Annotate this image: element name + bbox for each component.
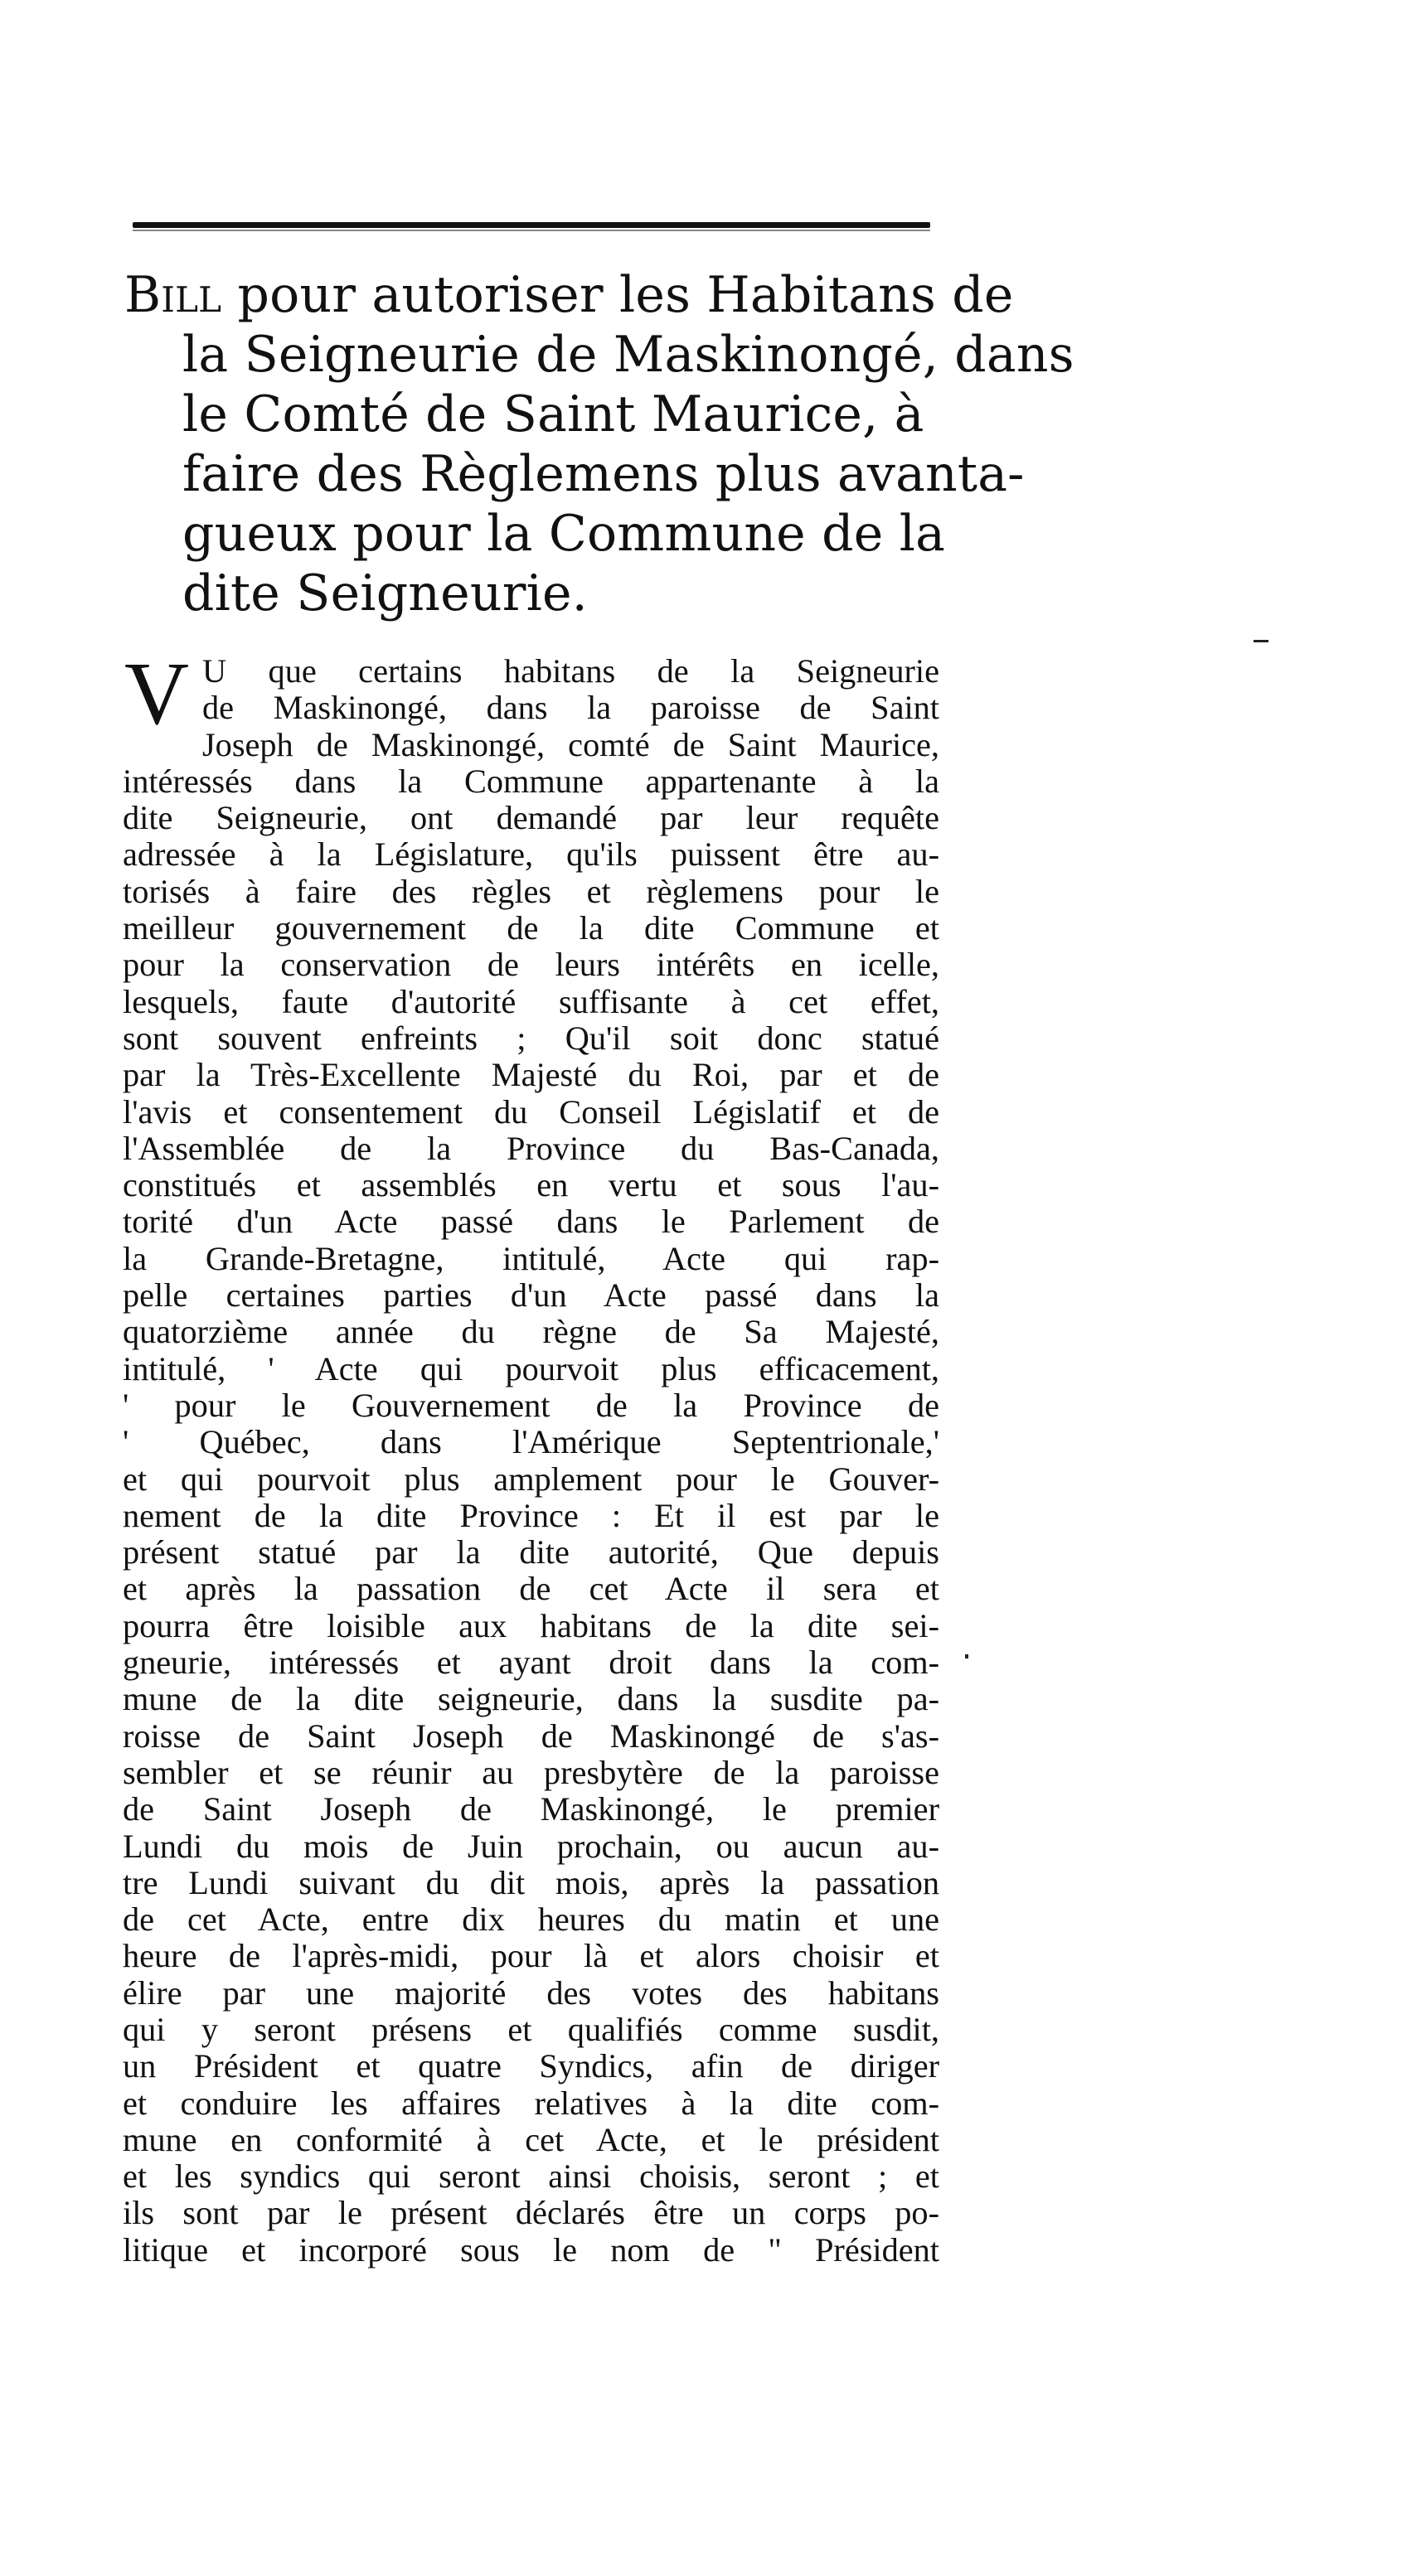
text-line: torité d'un Acte passé dans le Parlement de <box>123 1203 939 1241</box>
text-line: mune de la dite seigneurie, dans la susdite pa- <box>123 1680 939 1718</box>
text-line: et conduire les affaires relatives à la dite com- <box>123 2084 939 2122</box>
text-line: l'avis et consentement du Conseil Législatif et de <box>123 1092 939 1131</box>
text-line: l'Assemblée de la Province du Bas-Canada, <box>123 1129 939 1167</box>
text-line: meilleur gouvernement de la dite Commune et <box>123 909 939 947</box>
text-line: nement de la dite Province : Et il est par le <box>123 1496 939 1534</box>
text-line: ' Québec, dans l'Amérique Septentrionale,' <box>123 1423 939 1461</box>
text-line: de Maskinongé, dans la paroisse de Saint <box>202 689 939 727</box>
margin-mark <box>1254 640 1268 642</box>
top-rule <box>133 222 930 228</box>
text-line: intitulé, ' Acte qui pourvoit plus efficacement, <box>123 1349 939 1387</box>
text-line: adressée à la Législature, qu'ils puissent être au- <box>123 835 939 874</box>
text-line: pelle certaines parties d'un Acte passé dans la <box>123 1276 939 1315</box>
text-line: quatorzième année du règne de Sa Majesté, <box>123 1313 939 1351</box>
text-line: Joseph de Maskinongé, comté de Saint Maurice, <box>202 725 939 763</box>
text-line: tre Lundi suivant du dit mois, après la passation <box>123 1863 939 1901</box>
title-line: dite Seigneurie. <box>182 564 588 622</box>
title-line: Bill pour autoriser les Habitans de <box>124 266 1014 324</box>
text-line: et qui pourvoit plus amplement pour le Gouver- <box>123 1460 939 1498</box>
text-line: heure de l'après-midi, pour là et alors choisir et <box>123 1937 939 1975</box>
text-line: de cet Acte, entre dix heures du matin et une <box>123 1901 939 1939</box>
text-line: qui y seront présens et qualifiés comme susdit, <box>123 2010 939 2048</box>
title-line: la Seigneurie de Maskinongé, dans <box>182 326 1074 384</box>
text-line: gneurie, intéressés et ayant droit dans la com- <box>123 1644 939 1682</box>
title-line: le Comté de Saint Maurice, à <box>182 385 924 443</box>
text-line: Lundi du mois de Juin prochain, ou aucun au- <box>123 1827 939 1865</box>
drop-cap: V <box>124 645 189 743</box>
bill-title <box>124 265 1074 623</box>
text-line: pourra être loisible aux habitans de la dite sei- <box>123 1606 939 1644</box>
margin-mark <box>965 1654 968 1658</box>
text-line: sont souvent enfreints ; Qu'il soit donc statué <box>123 1019 939 1057</box>
text-line: dite Seigneurie, ont demandé par leur requête <box>123 799 939 837</box>
text-line: torisés à faire des règles et règlemens pour le <box>123 872 939 910</box>
text-line: de Saint Joseph de Maskinongé, le premier <box>123 1790 939 1828</box>
text-line: sembler et se réunir au presbytère de la paroisse <box>123 1753 939 1791</box>
text-line: lesquels, faute d'autorité suffisante à cet effet, <box>123 982 939 1020</box>
title-prefix: Bill <box>124 266 222 324</box>
text-line: par la Très-Excellente Majesté du Roi, par et de <box>123 1056 939 1094</box>
text-line: roisse de Saint Joseph de Maskinongé de s'as- <box>123 1717 939 1755</box>
title-line: faire des Règlemens plus avanta- <box>182 445 1025 503</box>
text-line: la Grande-Bretagne, intitulé, Acte qui rap- <box>123 1239 939 1277</box>
text-line: et les syndics qui seront ainsi choisis, seront ; et <box>123 2157 939 2196</box>
text-line: pour la conservation de leurs intérêts en icelle, <box>123 946 939 984</box>
text-line: intéressés dans la Commune appartenante à la <box>123 762 939 800</box>
text-line: élire par une majorité des votes des habitans <box>123 1973 939 2012</box>
text-line: ' pour le Gouvernement de la Province de <box>123 1386 939 1424</box>
text-line: litique et incorporé sous le nom de " Président <box>123 2230 939 2269</box>
text-line: constitués et assemblés en vertu et sous l'au- <box>123 1166 939 1204</box>
bill-body <box>123 645 939 2269</box>
text-line: ils sont par le présent déclarés être un corps po- <box>123 2194 939 2232</box>
text-line: présent statué par la dite autorité, Que depuis <box>123 1533 939 1571</box>
text-line: un Président et quatre Syndics, afin de diriger <box>123 2047 939 2085</box>
title-line: gueux pour la Commune de la <box>182 505 946 563</box>
text-line: U que certains habitans de la Seigneurie <box>202 652 939 690</box>
text-line: et après la passation de cet Acte il sera et <box>123 1570 939 1608</box>
text-line: mune en conformité à cet Acte, et le président <box>123 2120 939 2158</box>
